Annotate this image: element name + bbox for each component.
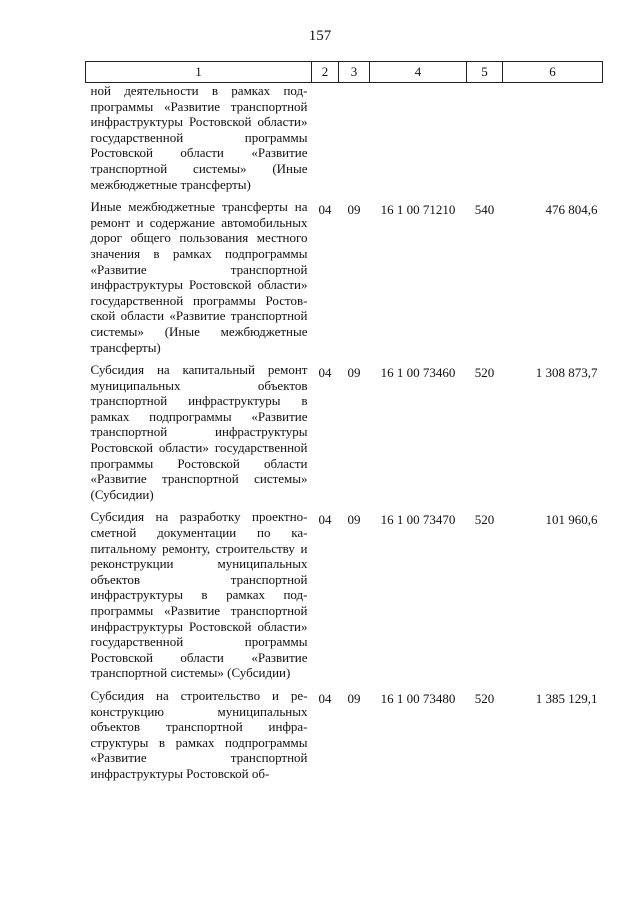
header-col-6: 6: [503, 62, 603, 83]
row-expense-type: [467, 83, 503, 200]
header-col-4: 4: [370, 62, 467, 83]
row-target-article: 16 1 00 73470: [380, 512, 456, 528]
row-section: [312, 83, 339, 200]
header-row: [86, 62, 603, 83]
row-amount: 1 308 873,7: [535, 365, 598, 381]
header-col-3: 3: [339, 62, 370, 83]
row-expense-type: 540: [474, 202, 495, 218]
row-expense-type: 520: [474, 512, 495, 528]
row-description: ной деятельности в рамках подпрограммы «Развитие транспортной инфраструктуры Ростовской области» государственной программы Ростовской области «Развитие транспортной системы» (Иные межбюджетные трансферты): [90, 83, 308, 192]
header-col-1: 1: [86, 62, 312, 83]
row-amount: 1 385 129,1: [535, 690, 598, 706]
header-col-5: 5: [467, 62, 503, 83]
row-subsection: 09: [347, 512, 361, 528]
row-amount: 476 804,6: [545, 202, 598, 218]
row-section: 04: [318, 690, 332, 706]
row-target-article: [370, 83, 467, 200]
row-target-article: 16 1 00 71210: [380, 202, 456, 218]
table-body: [86, 83, 603, 782]
table-header: [86, 62, 603, 83]
row-description: Субсидия на разработку проектно-сметной документации по капитальному ремонту, строительству и реконструкции муниципальных объектов транспортной инфраструктуры в рамках подпрограммы «Развитие транспортной инфраструктуры Ростовской области» государственной программы Ростовской области «Развитие транспортной системы» (Субсидии): [90, 509, 308, 681]
row-section: 04: [318, 512, 332, 528]
table-row: [86, 83, 603, 200]
row-section: 04: [318, 202, 332, 218]
table-row: [86, 509, 603, 688]
budget-table: [85, 61, 603, 782]
row-target-article: 16 1 00 73460: [380, 365, 456, 381]
row-subsection: [339, 83, 370, 200]
row-description: Субсидия на строительство и реконструкцию муниципальных объектов транспортной инфраструктуры в рамках подпрограммы «Развитие транспортной инфраструктуры Ростовской об-: [90, 687, 308, 781]
row-description: Субсидия на капитальный ремонт муниципальных объектов транспортной инфраструктуры в рамках подпрограммы «Развитие транспортной инфраструктуры Ростовской области» государственной программы Ростовской области «Развитие транспортной системы» (Субсидии): [90, 362, 308, 502]
table-row: [86, 362, 603, 509]
row-description: Иные межбюджетные трансферты на ремонт и содержание автомобильных дорог общего пользования местного значения в рамках подпрограммы «Развитие транспортной инфраструктуры Ростовской области» государственной программы Ростовской области «Развитие транспортной системы» (Иные межбюджетные трансферты): [90, 199, 308, 355]
row-expense-type: 520: [474, 365, 495, 381]
page-number: 157: [308, 28, 332, 44]
row-expense-type: 520: [474, 690, 495, 706]
row-subsection: 09: [347, 690, 361, 706]
header-col-2: 2: [312, 62, 339, 83]
row-subsection: 09: [347, 202, 361, 218]
table-row: [86, 199, 603, 362]
row-amount: [503, 83, 603, 200]
row-amount: 101 960,6: [545, 512, 598, 528]
row-target-article: 16 1 00 73480: [380, 690, 456, 706]
table-row: [86, 688, 603, 782]
row-section: 04: [318, 365, 332, 381]
row-subsection: 09: [347, 365, 361, 381]
